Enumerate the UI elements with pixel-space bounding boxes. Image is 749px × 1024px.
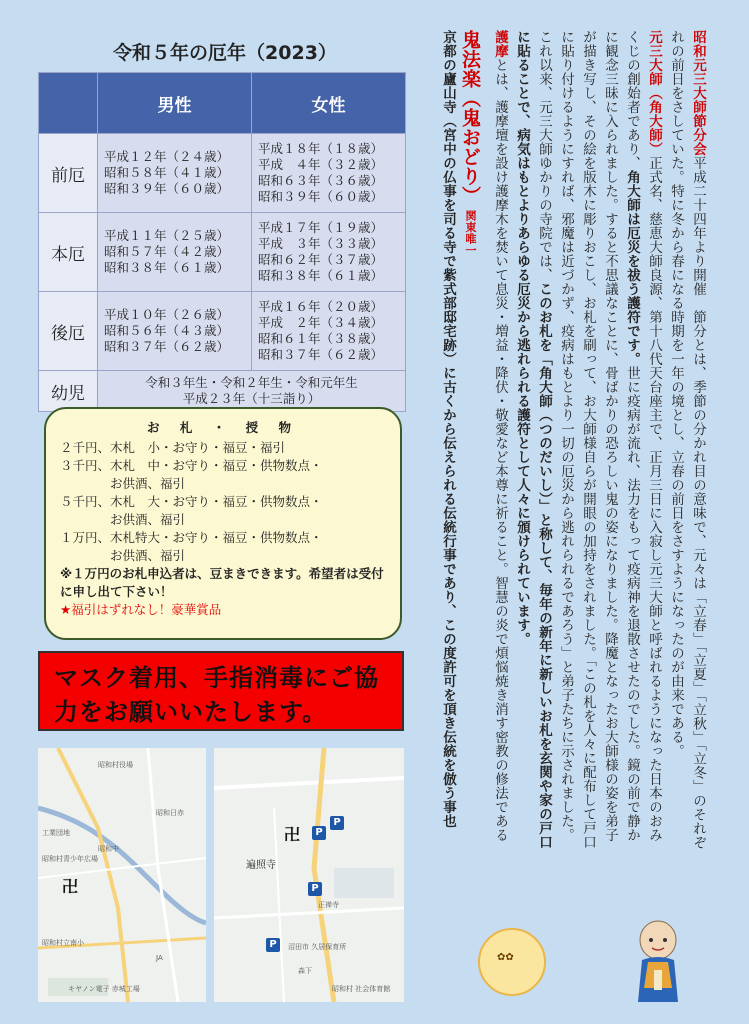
article-body [437,30,709,855]
ofuda-item: ５千円、木札 大・お守り・福豆・供物数点・ [60,494,323,509]
ofuda-item: お供酒、福引 [60,476,186,491]
cell-line: 平成１１年（２５歳） [104,228,230,243]
cell-line: 昭和５６年（４３歳） [104,323,230,338]
section-emphasis: このお札を「角大師（つのだいし）」と称して、毎年の新年に新しいお札を玄関や家の戸口に貼ることで、病気はもとよりあらゆる厄災から逃れられる護符として人々に頒けられています。 [514,30,552,850]
table-row [39,213,406,292]
cell-line: 平成１７年（１９歳） [258,220,384,235]
female-cell [252,213,406,292]
section-title: 昭和元三大師節分会 [690,30,706,156]
section-text: 世に疫病が流れ、法力をもって疫病神を退散させたのでした。鏡の前で静かに観念三昧に入られました。すると不思議なことに、骨ばかりの恐ろしい鬼の姿になりました。降魔となったお大師様の姿を弟子が描き写し、その絵を版木に彫りおこし、お札を刷って、お大師様自らが開眼の加持をされました。「この札を人々に配布して戸口に貼り付けるようにすれば、邪魔は近づかず、疫病はもとより一切の厄災から逃れられるであろう」と弟子たちに示されました。これ以来、元三大師ゆかりの寺院では、 [536,30,640,850]
col-header-male: 男性 [98,73,252,134]
cell-line: 平成１０年（２６歳） [104,307,230,322]
cell-line: 令和３年生・令和２年生・令和元年生 [145,375,358,390]
table-row [39,292,406,371]
cell-line: 昭和３７年（６２歳） [104,339,230,354]
cell-line: 平成１８年（１８歳） [258,141,384,156]
table-corner [39,73,98,134]
map-label: 沼田市 久居保育所 [288,943,347,951]
map-label: 遍照寺 [246,860,276,871]
cell-line: 昭和３７年（６２歳） [258,347,384,362]
map-label: 昭和村青少年広場 [42,855,98,863]
map-right[interactable] [214,748,404,1002]
cell-line: 昭和３９年（６０歳） [258,189,384,204]
cell-line: 昭和５８年（４１歳） [104,165,230,180]
map-label: 工業団地 [42,829,70,837]
map-label: 昭和村役場 [98,761,133,769]
section-title: 元三大師（角大師） [646,30,662,156]
section-ganzan [511,30,665,855]
cell-line: 平成 ２年（３４歳） [258,315,384,330]
child-cell [98,371,406,412]
section-text: とは、護摩壇を設け護摩木を焚いて息災・増益・降伏・敬愛など本尊に祈ること。智慧の炎で煩悩焼き消す密教の修法である [492,58,508,842]
cell-line: 平成 ４年（３２歳） [258,157,384,172]
temple-marker[interactable]: 卍 [62,877,79,896]
mask-banner: マスク着用、手指消毒にご協力をお願いいたします。 [38,651,404,731]
cell-line: 昭和３８年（６１歳） [258,268,384,283]
page-title: 令和５年の厄年（2023） [113,42,337,64]
section-text: 京都の廬山寺（宮中の仏事を司る寺で紫式部邸宅跡）に古くから伝えられる伝統行事であり、この度許可を頂き伝統を倣う事也 [440,30,456,828]
row-label: 前厄 [39,134,98,213]
cell-line: 平成１２年（２４歳） [104,149,230,164]
col-header-female: 女性 [252,73,406,134]
cell-line: 昭和３８年（６１歳） [104,260,230,275]
male-cell [98,213,252,292]
temple-marker[interactable]: 卍 [284,825,301,844]
cell-line: 昭和５７年（４２歳） [104,244,230,259]
map-label: JA [156,954,163,962]
map-label: 昭和中 [98,845,119,853]
map-right-roads [214,748,404,1002]
section-onihoraku [459,30,481,855]
parking-icon: P [330,816,344,830]
map-label: 昭和村 社会体育館 [332,985,391,993]
ofuda-item: お供酒、福引 [60,548,186,563]
male-cell [98,292,252,371]
map-label: 昭和日赤 [156,809,184,817]
map-label: 正禅寺 [318,901,339,909]
row-label: 後厄 [39,292,98,371]
map-label: 昭和村立南小 [42,939,84,947]
parking-icon: P [312,826,326,840]
cell-line: 昭和６２年（３７歳） [258,252,384,267]
section-goma [489,30,511,855]
ofuda-item: １万円、木札特大・お守り・福豆・供物数点・ [60,530,323,545]
cell-line: 昭和３９年（６０歳） [104,181,230,196]
cell-line: 平成２３年（十三詣り） [182,391,321,406]
section-title: 護摩 [492,30,508,58]
ofuda-note: ※１万円のお札申込者は、豆まきできます。希望者は受付に申し出て下さい！ [60,566,384,599]
cell-line: 昭和６３年（３６歳） [258,173,384,188]
female-cell [252,134,406,213]
female-cell [252,292,406,371]
section-title: 鬼法楽（鬼おどり） [459,30,481,196]
ofuda-box [44,407,402,640]
map-label: キヤノン電子 赤城工場 [68,985,140,993]
ofuda-item: お供酒、福引 [60,512,186,527]
cell-line: 平成１６年（２０歳） [258,299,384,314]
ofuda-item: ３千円、木札 中・お守り・福豆・供物数点・ [60,458,323,473]
section-setsubun [665,30,709,855]
table-row [39,134,406,213]
parking-icon: P [308,882,322,896]
section-text: 正式名、慈恵大師良源、第十八代天台座主で、正月三日に入寂し元三大師と呼ばれるようになった日本のおみくじの創始者であり、 [624,30,662,842]
section-subtitle: 関東唯一 [464,210,477,256]
parking-icon: P [266,938,280,952]
section-emphasis: 角大師は厄災を祓う護符です。 [624,170,640,366]
temple-crest-icon: ✿✿ [478,928,546,996]
map-label: 森下 [298,967,312,975]
section-text: 平成二十四年より開催 節分とは、季節の分かれ目の意味で、元々は「立春」「立夏」「立秋」「立冬」のそれぞれの前日をさしていた。特に冬から春になる時期を一年の境とし、立春の前日をさすようになったのが由来である。 [668,30,706,850]
cell-line: 昭和６１年（３８歳） [258,331,384,346]
table-row [39,371,406,412]
ofuda-heading: お 札 ・ 授 物 [147,420,299,435]
map-left[interactable] [38,748,206,1002]
ofuda-item: ２千円、木札 小・お守り・福豆・福引 [60,440,286,455]
male-cell [98,134,252,213]
cell-line: 平成 ３年（３３歳） [258,236,384,251]
row-label: 幼児 [39,371,98,412]
yakudoshi-table [38,72,406,412]
row-label: 本厄 [39,213,98,292]
ofuda-prize: ★福引はずれなし！豪華賞品 [60,602,222,617]
monk-mascot-icon [628,918,688,1004]
